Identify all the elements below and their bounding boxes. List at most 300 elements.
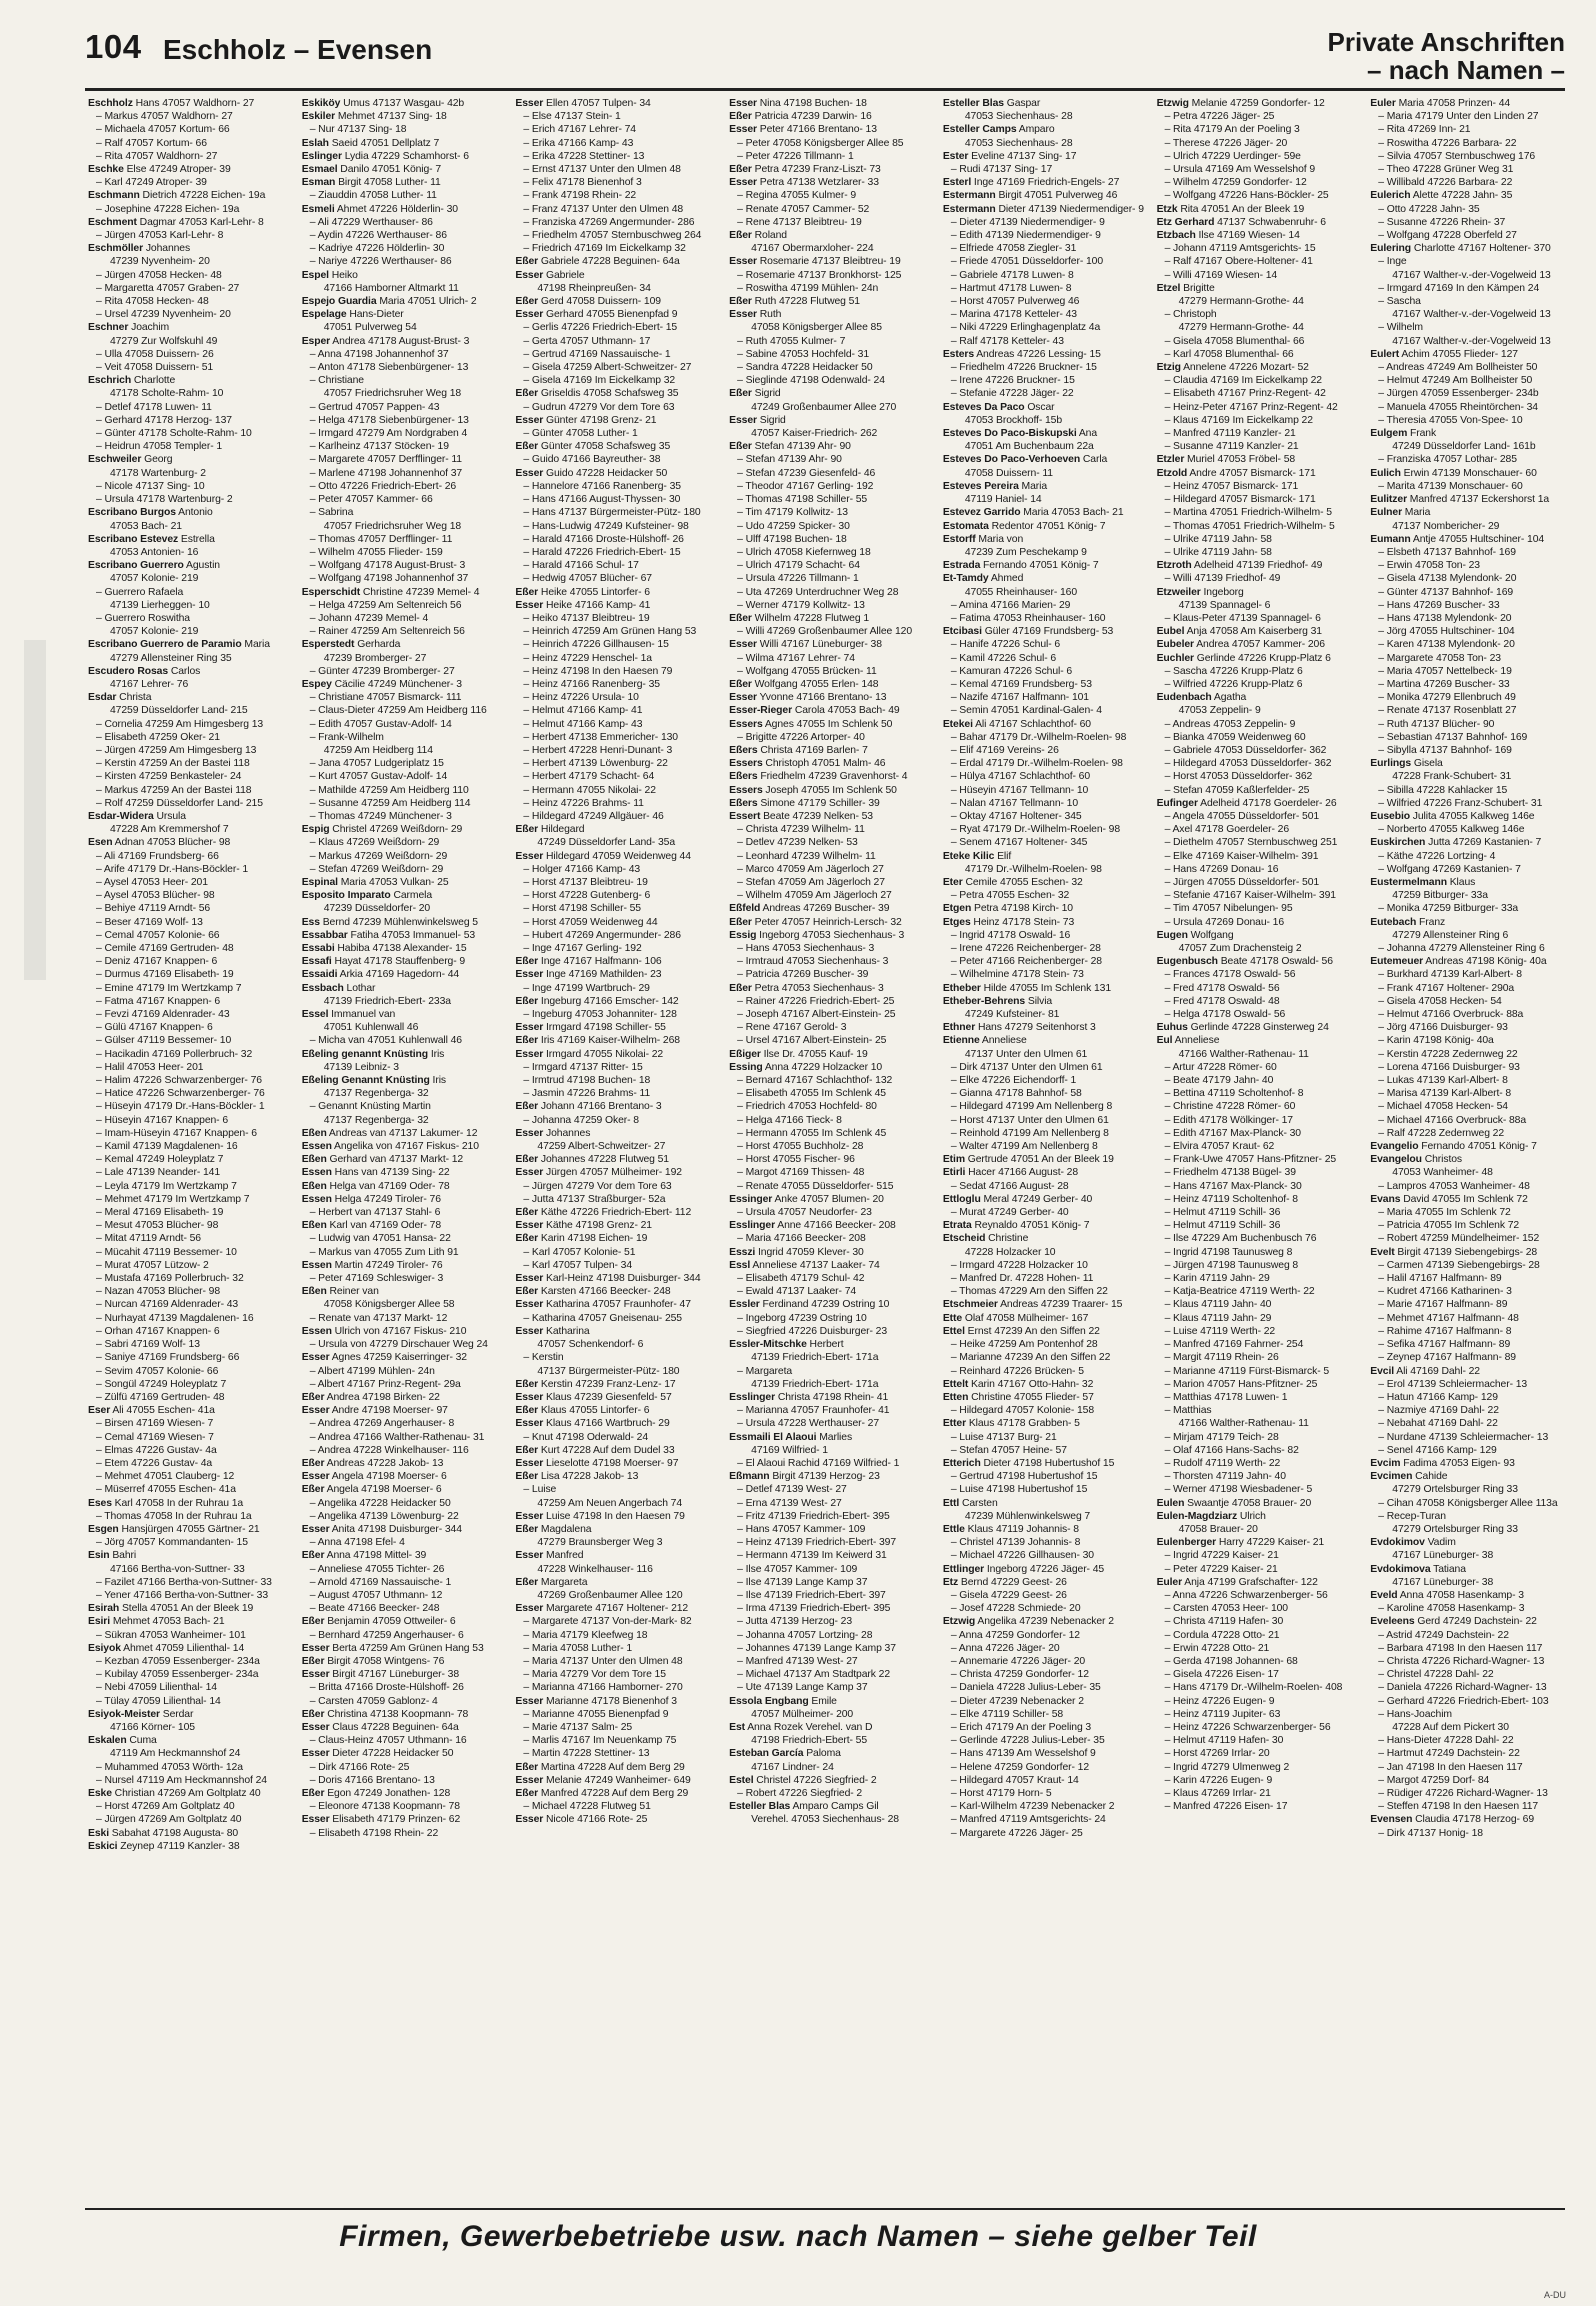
entry-details: – Thorsten 47119 Jahn- 40 — [1164, 1471, 1286, 1483]
entry-surname: Esser — [515, 1391, 544, 1403]
listing-entry — [943, 1391, 1147, 1404]
listing-entry — [1157, 982, 1361, 995]
entry-details: – Marianna 47057 Fraunhofer- 41 — [737, 1405, 890, 1417]
listing-entry — [1157, 321, 1361, 334]
entry-details: Johannes — [143, 243, 191, 255]
entry-surname: Eschke — [88, 164, 124, 176]
listing-entry — [302, 1761, 506, 1774]
entry-details: – Cemal 47169 Wiesen- 7 — [96, 1431, 214, 1443]
listing-entry — [1157, 1140, 1361, 1153]
listing-entry — [729, 1668, 933, 1681]
entry-details: – Christel 47139 Johannis- 8 — [950, 1537, 1081, 1549]
listing-entry — [1157, 1074, 1361, 1087]
entry-details: – Cordula 47228 Otto- 21 — [1164, 1629, 1280, 1641]
listing-entry — [1157, 797, 1361, 810]
entry-details: Klaus 47055 Lintorfer- 6 — [538, 1405, 650, 1417]
listing-entry — [729, 797, 933, 810]
listing-entry — [515, 1457, 719, 1470]
section-title-line-1: Private Anschriften — [1327, 27, 1565, 57]
entry-details: – Deniz 47167 Knappen- 6 — [96, 956, 218, 968]
listing-entry — [515, 361, 719, 374]
entry-details: 47228 Am Kremmershof 7 — [110, 824, 229, 836]
listing-entry — [1370, 836, 1574, 849]
listing-entry — [302, 995, 506, 1008]
entry-surname: Etrata — [942, 1220, 972, 1232]
listing-entry — [515, 229, 719, 242]
entry-surname: Essafi — [301, 956, 332, 968]
listing-entry — [729, 453, 933, 466]
entry-surname: Eßer — [515, 1444, 539, 1456]
entry-surname: Esslinger — [729, 1391, 776, 1403]
entry-details: – Luise 47198 Hubertushof 15 — [950, 1484, 1088, 1496]
listing-entry — [1370, 506, 1574, 519]
entry-details: 47178 Wartenburg- 2 — [110, 467, 206, 479]
listing-entry — [943, 810, 1147, 823]
entry-details: 47239 Düsseldorfer- 20 — [323, 903, 431, 915]
listing-entry — [729, 757, 933, 770]
entry-details: – Petra 47055 Eschen- 32 — [950, 890, 1070, 902]
entry-details: – Aysel 47053 Heer- 201 — [96, 876, 208, 888]
entry-details: – Sascha 47226 Krupp-Platz 6 — [1164, 665, 1303, 677]
entry-details: – Hans 47269 Donau- 16 — [1164, 863, 1279, 875]
entry-details: Erwin 47139 Monschauer- 60 — [1400, 467, 1537, 479]
entry-details: Beate 47239 Nelken- 53 — [760, 810, 873, 822]
entry-details: – Franz 47137 Unter den Ulmen 48 — [523, 203, 684, 215]
listing-entry — [729, 348, 933, 361]
entry-details: – Thomas 47058 In der Ruhrau 1a — [96, 1510, 252, 1522]
listing-entry — [1157, 1629, 1361, 1642]
listing-entry — [729, 123, 933, 136]
listing-entry — [302, 374, 506, 387]
entry-details: – Ralf 47057 Kortum- 66 — [96, 137, 207, 149]
entry-details: – Marianne 47119 Fürst-Bismarck- 5 — [1164, 1365, 1330, 1377]
entry-details: 47058 Königsberger Allee 58 — [323, 1299, 455, 1311]
listing-entry — [943, 1404, 1147, 1417]
listing-entry — [943, 321, 1147, 334]
entry-details: – Dirk 47166 Rote- 25 — [309, 1761, 410, 1773]
entry-details: Hans 47279 Seitenhorst 3 — [975, 1022, 1096, 1034]
listing-entry — [302, 1180, 506, 1193]
listing-entry — [729, 1127, 933, 1140]
entry-details: – Nurcan 47169 Aldenrader- 43 — [96, 1299, 239, 1311]
listing-entry — [729, 731, 933, 744]
entry-details: – Helga 47178 Oswald- 56 — [1164, 1009, 1286, 1021]
listing-entry — [302, 1140, 506, 1153]
entry-details: Cäcilie 47249 Münchener- 3 — [331, 678, 462, 690]
entry-details: – Steffen 47198 In den Haesen 117 — [1378, 1801, 1539, 1813]
listing-entry — [515, 731, 719, 744]
listing-entry — [943, 493, 1147, 506]
listing-entry — [1370, 335, 1574, 348]
entry-details: Johann 47166 Brentano- 3 — [538, 1101, 662, 1113]
entry-details: – Heinz 47226 Brahms- 11 — [523, 797, 644, 809]
listing-entry — [729, 97, 933, 110]
listing-entry — [943, 1087, 1147, 1100]
entry-details: 47279 Ortelsburger Ring 33 — [1392, 1523, 1518, 1535]
entry-details: – Barbara 47198 In den Haesen 117 — [1378, 1642, 1543, 1654]
entry-details: – Maria 47166 Beecker- 208 — [737, 1233, 866, 1245]
entry-details: – Willibald 47226 Barbara- 22 — [1378, 177, 1513, 189]
entry-surname: Etzold — [1156, 467, 1188, 479]
listing-column — [515, 97, 719, 2198]
listing-entry — [88, 995, 292, 1008]
listing-entry — [729, 1100, 933, 1113]
listing-entry — [1370, 704, 1574, 717]
listing-entry — [729, 599, 933, 612]
entry-surname: Eßer — [515, 1405, 539, 1417]
listing-entry — [943, 638, 1147, 651]
listing-entry — [88, 1787, 292, 1800]
listing-entry — [943, 1642, 1147, 1655]
listing-entry — [729, 1259, 933, 1272]
entry-details: Inge 47169 Friedrich-Engels- 27 — [971, 177, 1120, 189]
entry-surname: Esen — [88, 837, 113, 849]
entry-details: – Herbert 47138 Emmericher- 130 — [523, 731, 678, 743]
listing-entry — [943, 1510, 1147, 1523]
entry-details: – Hermann 47139 Im Keiwerd 31 — [737, 1550, 887, 1562]
listing-entry — [1370, 691, 1574, 704]
entry-details: Angela 47198 Moerser- 6 — [329, 1471, 447, 1483]
entry-details: – Horst 47055 Fischer- 96 — [737, 1154, 855, 1166]
listing-entry — [943, 1774, 1147, 1787]
listing-entry — [943, 203, 1147, 216]
entry-details: Andrea 47057 Kammer- 206 — [1193, 639, 1325, 651]
listing-entry — [515, 929, 719, 942]
entry-details: Alette 47228 Jahn- 35 — [1410, 190, 1513, 202]
listing-entry — [88, 638, 292, 651]
listing-entry — [943, 176, 1147, 189]
entry-surname: Evelt — [1370, 1246, 1395, 1258]
listing-entry — [729, 1813, 933, 1826]
listing-entry — [943, 929, 1147, 942]
entry-surname: Ester — [942, 150, 969, 162]
entry-surname: Esteller Blas — [729, 1801, 791, 1813]
entry-surname: Etterich — [942, 1457, 981, 1469]
entry-details: Christine 47055 Flieder- 57 — [968, 1391, 1094, 1403]
entry-surname: Esser — [729, 639, 757, 651]
entry-details: – Karin 47119 Jahn- 29 — [1164, 1273, 1270, 1285]
entry-details: Katharina — [543, 1325, 590, 1337]
entry-surname: Esser — [515, 1325, 544, 1337]
entry-details: Kerstin 47239 Franz-Lenz- 17 — [538, 1378, 676, 1390]
entry-details: – Heinz 47226 Ursula- 10 — [523, 692, 639, 704]
entry-details: Claudia 47178 Herzog- 69 — [1412, 1814, 1535, 1826]
entry-details: Ilse Dr. 47055 Kauf- 19 — [760, 1048, 868, 1060]
listing-entry — [302, 1629, 506, 1642]
entry-details: Agnes 47259 Kaiserringer- 32 — [329, 1352, 467, 1364]
listing-entry — [302, 876, 506, 889]
entry-details: Angela 47198 Moerser- 6 — [324, 1484, 442, 1496]
listing-entry — [88, 1523, 292, 1536]
listing-entry — [1157, 889, 1361, 902]
entry-details: – Inge — [1378, 256, 1407, 268]
entry-details: – Jan 47198 In den Haesen 117 — [1378, 1761, 1523, 1773]
listing-entry — [88, 876, 292, 889]
entry-details: – Karl 47058 Blumenthal- 66 — [1164, 348, 1294, 360]
listing-entry — [1157, 361, 1361, 374]
listing-entry — [302, 453, 506, 466]
entry-details: – Hedwig 47057 Blücher- 67 — [523, 573, 652, 585]
listing-entry — [729, 1787, 933, 1800]
entry-details: – Elisabeth 47259 Oker- 21 — [96, 731, 220, 743]
listing-entry — [88, 1166, 292, 1179]
entry-details: Christel 47226 Siegfried- 2 — [753, 1774, 877, 1786]
listing-entry — [515, 467, 719, 480]
listing-entry — [729, 836, 933, 849]
entry-details: – Gerta 47057 Uthmann- 17 — [523, 335, 651, 347]
entry-details: 47137 Unter den Ulmen 61 — [964, 1048, 1088, 1060]
listing-entry — [88, 1391, 292, 1404]
entry-details: – Jürgen 47053 Karl-Lehr- 8 — [96, 230, 224, 242]
entry-details: – Hans 47179 Dr.-Wilhelm-Roelen- 408 — [1164, 1682, 1343, 1694]
entry-surname: Esirah — [88, 1603, 120, 1615]
entry-details: Jürgen 47057 Mülheimer- 192 — [543, 1167, 682, 1179]
entry-surname: Essen — [301, 1141, 332, 1153]
entry-details: – Friede 47051 Düsseldorfer- 100 — [950, 256, 1104, 268]
listing-entry — [302, 493, 506, 506]
entry-details: Charlotte — [131, 375, 176, 387]
entry-details: – Cornelia 47259 Am Himgesberg 13 — [96, 718, 264, 730]
listing-entry — [1157, 1127, 1361, 1140]
entry-details: – Erwin 47228 Otto- 21 — [1164, 1642, 1270, 1654]
listing-entry — [1370, 242, 1574, 255]
listing-entry — [1157, 850, 1361, 863]
listing-entry — [88, 559, 292, 572]
entry-surname: Esser — [301, 1523, 330, 1535]
listing-entry — [302, 1602, 506, 1615]
entry-details: 47057 Kolonie- 219 — [110, 573, 199, 585]
listing-entry — [515, 1219, 719, 1232]
entry-details: – Jürgen 47198 Taunusweg 8 — [1164, 1259, 1299, 1271]
entry-details: 47169 Wilfried- 1 — [751, 1444, 828, 1456]
entry-details: – Emine 47179 Im Wertzkamp 7 — [96, 982, 242, 994]
listing-entry — [943, 1431, 1147, 1444]
entry-details: Reiner van — [326, 1286, 379, 1298]
entry-details: – Kerstin 47259 An der Bastei 118 — [96, 758, 250, 770]
entry-details: – Dieter 47139 Niedermendiger- 9 — [950, 216, 1105, 228]
entry-details: – Willi 47139 Friedhof- 49 — [1164, 573, 1281, 585]
entry-surname: Eulner — [1370, 507, 1403, 519]
listing-entry — [1370, 229, 1574, 242]
entry-details: Ernst 47239 An den Siffen 22 — [964, 1325, 1100, 1337]
entry-details: Antje 47055 Hultschiner- 104 — [1410, 533, 1545, 545]
listing-entry — [302, 1721, 506, 1734]
entry-details: – Sabri 47169 Wolf- 13 — [96, 1339, 200, 1351]
entry-details: Anna 47058 Hasenkamp- 3 — [1397, 1589, 1524, 1601]
entry-details: – Olaf 47166 Hans-Sachs- 82 — [1164, 1444, 1299, 1456]
entry-details: – Maria 47279 Vor dem Tore 15 — [523, 1669, 666, 1681]
entry-surname: Etekei — [942, 718, 973, 730]
entry-details: – Wilhelm — [1378, 322, 1423, 334]
entry-details: – Gülser 47119 Bessemer- 10 — [96, 1035, 232, 1047]
entry-surname: Eulering — [1370, 243, 1412, 255]
listing-entry — [729, 1536, 933, 1549]
listing-entry — [88, 163, 292, 176]
listing-entry — [302, 110, 506, 123]
entry-details: – Sascha — [1378, 296, 1421, 308]
entry-details: – Holger 47166 Kamp- 43 — [523, 863, 641, 875]
listing-entry — [943, 1721, 1147, 1734]
listing-entry — [729, 612, 933, 625]
entry-details: – Heinrich 47259 Am Grünen Hang 53 — [523, 626, 697, 638]
entry-details: 47051 Pulverweg 54 — [323, 322, 417, 334]
entry-details: – Josef 47228 Schmiede- 20 — [950, 1603, 1081, 1615]
listing-entry — [729, 520, 933, 533]
listing-entry — [88, 1629, 292, 1642]
entry-details: – Eleonore 47138 Koopmann- 78 — [309, 1801, 460, 1813]
entry-details: – Cihan 47058 Königsberger Allee 113a — [1378, 1497, 1558, 1509]
entry-details: Andreas van 47137 Lakumer- 12 — [326, 1127, 478, 1139]
listing-entry — [302, 1536, 506, 1549]
entry-details: – Zeynep 47167 Halfmann- 89 — [1378, 1352, 1516, 1364]
entry-details: 47167 Walther-v.-der-Vogelweid 13 — [1392, 309, 1551, 321]
listing-entry — [88, 414, 292, 427]
entry-details: – Kirsten 47259 Benkasteler- 24 — [96, 771, 242, 783]
entry-surname: Eßer — [515, 441, 539, 453]
entry-details: Andreas 47269 Buscher- 39 — [760, 903, 890, 915]
entry-surname: Esiyok — [88, 1642, 121, 1654]
entry-details: – Josephine 47228 Eichen- 19a — [96, 203, 240, 215]
entry-details: – Ernst 47137 Unter den Ulmen 48 — [523, 164, 681, 176]
entry-surname: Eßen — [301, 1180, 327, 1192]
listing-entry — [88, 1034, 292, 1047]
listing-entry — [1370, 916, 1574, 929]
entry-details: Gertrude 47051 An der Bleek 19 — [964, 1154, 1114, 1166]
entry-details: Gabriele — [543, 269, 585, 281]
listing-entry — [302, 1153, 506, 1166]
listing-entry — [1370, 599, 1574, 612]
listing-entry — [88, 453, 292, 466]
listing-entry — [1157, 1721, 1361, 1734]
listing-entry — [88, 1827, 292, 1840]
entry-details: Cuma — [126, 1735, 157, 1747]
listing-entry — [943, 229, 1147, 242]
entry-details: – Otto 47228 Jahn- 35 — [1378, 203, 1480, 215]
entry-surname: Etzweiler — [1156, 586, 1201, 598]
entry-details: Andreas 47228 Jakob- 13 — [324, 1457, 444, 1469]
entry-details: – Andrea 47269 Angerhauser- 8 — [309, 1418, 455, 1430]
entry-surname: Etz — [942, 1576, 959, 1588]
listing-entry — [515, 533, 719, 546]
entry-details: – Kerstin 47228 Zedernweg 22 — [1378, 1048, 1518, 1060]
entry-details: – Horst 47179 Horn- 5 — [950, 1788, 1052, 1799]
listing-entry — [943, 1100, 1147, 1113]
entry-details: – Margaretta 47057 Graben- 27 — [96, 282, 240, 294]
listing-entry — [88, 1483, 292, 1496]
entry-details: – Hans 47139 Am Wesselshof 9 — [950, 1748, 1096, 1760]
entry-details: – Heinz 47139 Friedrich-Ebert- 397 — [737, 1537, 897, 1549]
entry-details: – Marina 47178 Ketteler- 43 — [950, 309, 1077, 321]
entry-surname: Eulitzer — [1370, 494, 1408, 506]
listing-entry — [515, 282, 719, 295]
listing-entry — [302, 427, 506, 440]
entry-details: – Otto 47226 Friedrich-Ebert- 26 — [309, 480, 457, 492]
listing-entry — [1370, 850, 1574, 863]
listing-entry — [88, 810, 292, 823]
entry-details: – Horst 47137 Bleibtreu- 19 — [523, 876, 648, 888]
entry-details: 47057 Kolonie- 219 — [110, 626, 199, 638]
listing-entry — [88, 255, 292, 268]
entry-details: – Friedrich 47169 Im Eickelkamp 32 — [523, 243, 686, 255]
listing-entry — [515, 1655, 719, 1668]
entry-details: – Johann 47239 Memel- 4 — [309, 612, 429, 624]
entry-details: Sabahat 47198 Augusta- 80 — [108, 1827, 239, 1839]
listing-entry — [943, 97, 1147, 110]
entry-surname: Esser — [301, 1748, 330, 1760]
listing-entry — [1157, 929, 1361, 942]
entry-details: – Ursula 47169 Am Wesselshof 9 — [1164, 164, 1316, 176]
entry-details: – Jörg 47057 Kommandanten- 15 — [96, 1537, 248, 1549]
entry-details: – Werner 47198 Wiesbadener- 5 — [1164, 1484, 1313, 1496]
entry-details: – Hans 47053 Siechenhaus- 3 — [737, 943, 875, 954]
listing-entry — [1157, 1642, 1361, 1655]
listing-entry — [729, 625, 933, 638]
listing-entry — [1370, 1681, 1574, 1694]
listing-entry — [302, 242, 506, 255]
listing-entry — [515, 1246, 719, 1259]
listing-entry — [729, 1708, 933, 1721]
listing-entry — [1157, 1100, 1361, 1113]
entry-surname: Eslinger — [301, 150, 342, 162]
entry-details: – Karl 47057 Tulpen- 34 — [523, 1259, 633, 1271]
listing-entry — [1157, 704, 1361, 717]
entry-surname: Eßer — [729, 388, 752, 400]
listing-entry — [302, 1219, 506, 1232]
entry-details: 47119 Haniel- 14 — [964, 494, 1042, 506]
entry-details: Wolfgang 47055 Erlen- 148 — [751, 678, 879, 690]
entry-details: – Heinz 47198 In den Haesen 79 — [523, 665, 673, 677]
entry-details: – Erika 47228 Stettiner- 13 — [523, 150, 645, 162]
listing-entry — [729, 1642, 933, 1655]
entry-details: Melanie 47259 Gondorfer- 12 — [1188, 98, 1325, 109]
listing-entry — [1370, 876, 1574, 889]
entry-surname: Eulich — [1370, 467, 1401, 479]
listing-entry — [943, 361, 1147, 374]
listing-entry — [515, 1602, 719, 1615]
entry-details: – Burkhard 47139 Karl-Albert- 8 — [1378, 969, 1522, 981]
entry-surname: Esser — [515, 1457, 544, 1469]
listing-entry — [943, 1074, 1147, 1087]
entry-details: Willi 47167 Lüneburger- 38 — [756, 639, 882, 651]
entry-surname: Eskiköy — [301, 98, 341, 109]
entry-details: – Hülya 47167 Schlachthof- 60 — [950, 771, 1091, 783]
entry-details: – Fred 47178 Oswald- 56 — [1164, 982, 1280, 994]
entry-details: – Ursel 47167 Albert-Einstein- 25 — [737, 1035, 887, 1047]
listing-entry — [515, 942, 719, 955]
entry-surname: Esper — [301, 335, 331, 347]
entry-surname: Esser — [515, 1510, 544, 1522]
listing-entry — [943, 1351, 1147, 1364]
listing-entry — [729, 1629, 933, 1642]
listing-entry — [729, 665, 933, 678]
entry-details: 47279 Allensteiner Ring 35 — [110, 652, 232, 664]
entry-details: Ingeborg 47053 Siechenhaus- 3 — [756, 929, 905, 941]
entry-details: – Hildegard 47057 Kolonie- 158 — [950, 1405, 1094, 1417]
listing-entry — [88, 506, 292, 519]
entry-details: – Margot 47169 Thissen- 48 — [737, 1167, 865, 1179]
listing-column — [1370, 97, 1574, 2198]
entry-surname: Eulen — [1156, 1497, 1185, 1509]
listing-entry — [302, 335, 506, 348]
entry-details: – Etem 47226 Gustav- 4a — [96, 1457, 213, 1469]
listing-entry — [1157, 1563, 1361, 1576]
entry-details: 47137 Regenberga- 32 — [323, 1114, 429, 1126]
entry-details: – Norberto 47055 Kalkweg 146e — [1378, 824, 1525, 836]
entry-details: Wolfgang — [1187, 929, 1234, 941]
header-rule — [85, 88, 1565, 91]
entry-details: Charlotte 47167 Holtener- 370 — [1411, 243, 1551, 255]
listing-entry — [729, 427, 933, 440]
